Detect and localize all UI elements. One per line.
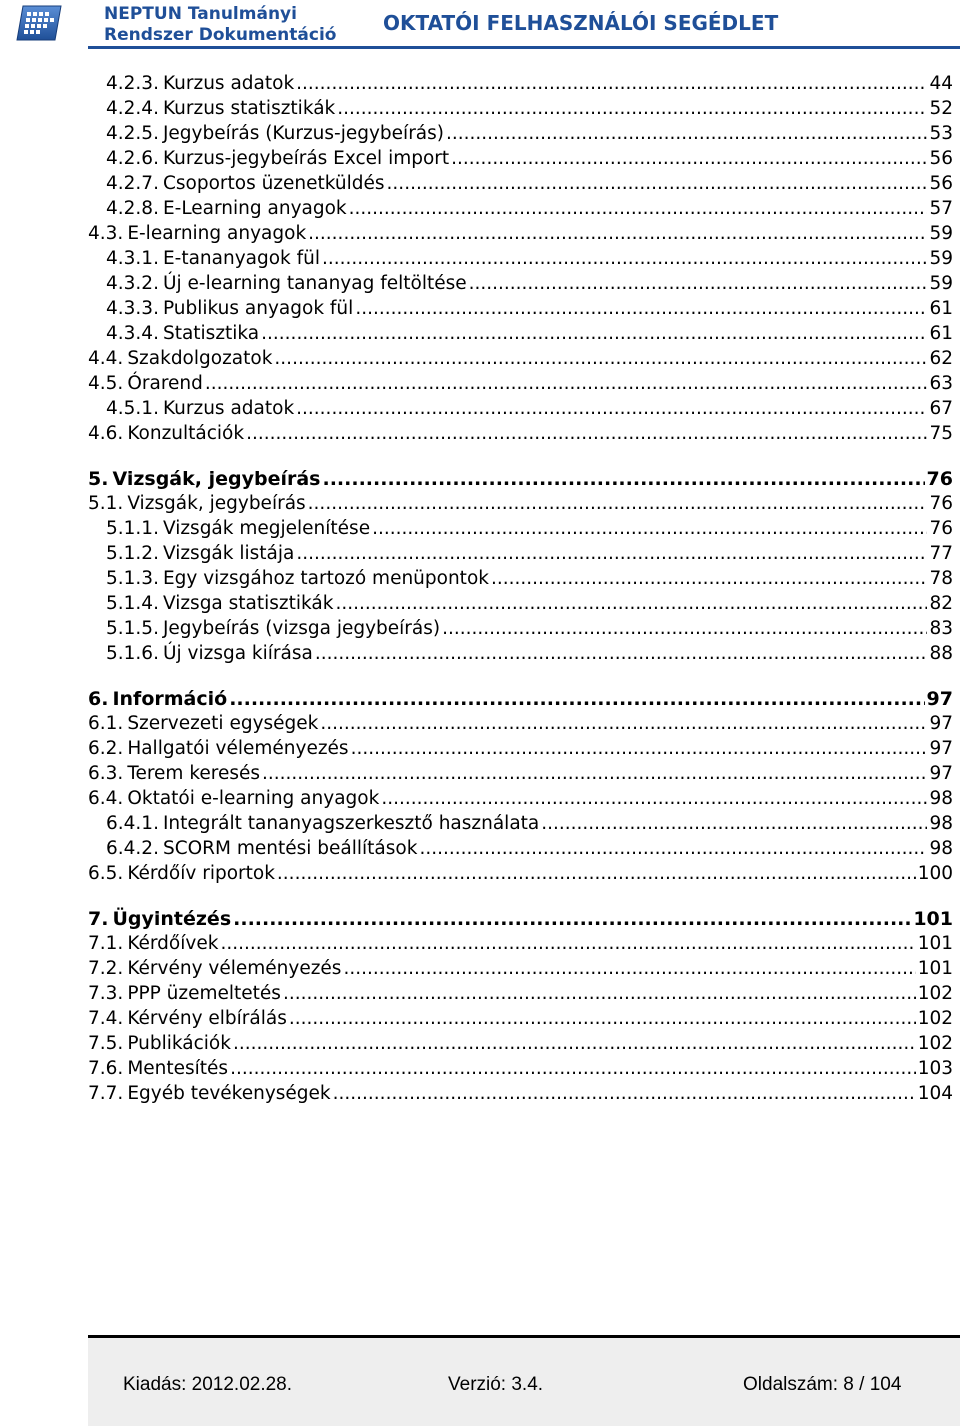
toc-entry-page: 83 [929, 618, 953, 639]
toc-entry[interactable] [106, 542, 953, 566]
toc-entry-number: 6. [88, 688, 109, 710]
document-title: OKTATÓI FELHASZNÁLÓI SEGÉDLET [383, 11, 779, 35]
toc-entry-number: 4.2.5. [106, 123, 159, 144]
toc-entry-number: 4.2.7. [106, 173, 159, 194]
toc-entry-number: 4.5.1. [106, 398, 159, 419]
toc-entry-number: 4.2.3. [106, 73, 159, 94]
toc-entry-page: 77 [929, 543, 953, 564]
toc-entry-number: 5.1.1. [106, 518, 159, 539]
toc-entry-number: 7.2. [88, 958, 124, 979]
toc-dot-leader [229, 687, 924, 711]
toc-entry-page: 97 [926, 688, 953, 710]
toc-entry-number: 4.3.1. [106, 248, 159, 269]
toc-dot-leader [220, 932, 915, 956]
toc-entry[interactable] [106, 72, 953, 96]
toc-entry-page: 98 [929, 813, 953, 834]
toc-entry-label: Új e-learning tananyag feltöltése [162, 273, 467, 294]
toc-entry-page: 56 [929, 173, 953, 194]
toc-entry-label: Egyéb tevékenységek [127, 1083, 331, 1104]
page-header [0, 0, 960, 48]
toc-entry[interactable] [106, 837, 953, 861]
toc-entry-number: 4.2.8. [106, 198, 159, 219]
toc-dot-leader [230, 1057, 916, 1081]
toc-entry-number: 7. [88, 908, 109, 930]
toc-entry[interactable] [106, 122, 953, 146]
toc-dot-leader [261, 322, 927, 346]
toc-entry-label: Kurzus statisztikák [162, 98, 336, 119]
toc-entry-number: 5.1.4. [106, 593, 159, 614]
toc-entry-label: Ügyintézés [112, 908, 232, 930]
toc-entry[interactable] [88, 1032, 953, 1056]
toc-entry-page: 53 [929, 123, 953, 144]
header-divider [88, 46, 960, 49]
toc-dot-leader [308, 492, 928, 516]
toc-entry-number: 5.1.6. [106, 643, 159, 664]
toc-dot-leader [351, 737, 928, 761]
toc-entry-label: Kérdőívek [127, 933, 219, 954]
toc-entry-page: 103 [917, 1058, 953, 1079]
toc-entry-label: Vizsgák megjelenítése [162, 518, 371, 539]
toc-entry-number: 7.1. [88, 933, 124, 954]
toc-entry[interactable] [88, 862, 953, 886]
toc-entry-number: 6.4.2. [106, 838, 159, 859]
toc-entry[interactable] [88, 787, 953, 811]
toc-entry-page: 52 [929, 98, 953, 119]
toc-entry-label: Jegybeírás (Kurzus-jegybeírás) [162, 123, 444, 144]
toc-entry-label: Vizsgák, jegybeírás [112, 468, 321, 490]
footer-version: Verzió: 3.4. [448, 1374, 544, 1395]
toc-entry[interactable] [88, 347, 953, 371]
toc-entry-label: Publikációk [127, 1033, 231, 1054]
toc-entry[interactable] [88, 492, 953, 516]
toc-dot-leader [289, 1007, 916, 1031]
toc-dot-leader [277, 862, 916, 886]
toc-entry-number: 4.3.4. [106, 323, 159, 344]
footer-issue-date: Kiadás: 2012.02.28. [123, 1374, 293, 1395]
toc-entry-label: Hallgatói véleményezés [127, 738, 349, 759]
toc-dot-leader [541, 812, 927, 836]
toc-entry[interactable] [88, 372, 953, 396]
toc-entry[interactable] [106, 322, 953, 346]
toc-entry-label: Egy vizsgához tartozó menüpontok [162, 568, 489, 589]
toc-entry-page: 76 [929, 493, 953, 514]
toc-entry-number: 6.1. [88, 713, 124, 734]
toc-entry-label: Vizsga statisztikák [162, 593, 334, 614]
toc-dot-leader [337, 97, 927, 121]
toc-entry[interactable] [88, 467, 953, 491]
toc-entry-page: 63 [929, 373, 953, 394]
toc-entry-label: Információ [112, 688, 228, 710]
toc-entry-label: Vizsgák listája [162, 543, 295, 564]
toc-entry-label: Új vizsga kiírása [162, 643, 313, 664]
toc-entry-label: E-learning anyagok [127, 223, 307, 244]
toc-entry-page: 102 [917, 983, 953, 1004]
toc-dot-leader [451, 147, 927, 171]
toc-entry-label: Szakdolgozatok [127, 348, 273, 369]
toc-entry-label: E-Learning anyagok [162, 198, 347, 219]
toc-entry-number: 5.1.5. [106, 618, 159, 639]
toc-dot-leader [205, 372, 928, 396]
toc-entry-label: Integrált tananyagszerkesztő használata [162, 813, 540, 834]
toc-entry[interactable] [106, 567, 953, 591]
toc-entry-number: 5.1. [88, 493, 124, 514]
toc-entry[interactable] [88, 222, 953, 246]
toc-dot-leader [446, 122, 927, 146]
toc-entry-page: 98 [929, 838, 953, 859]
toc-entry[interactable] [88, 762, 953, 786]
toc-entry-number: 6.2. [88, 738, 124, 759]
toc-entry-page: 97 [929, 763, 953, 784]
toc-entry-label: Konzultációk [127, 423, 245, 444]
toc-entry-page: 62 [929, 348, 953, 369]
toc-entry-page: 57 [929, 198, 953, 219]
toc-entry-label: Oktatói e-learning anyagok [127, 788, 380, 809]
toc-dot-leader [262, 762, 927, 786]
toc-entry[interactable] [88, 907, 953, 931]
toc-dot-leader [333, 1082, 916, 1106]
toc-dot-leader [343, 957, 915, 981]
toc-entry-label: E-tananyagok fül [162, 248, 321, 269]
toc-entry-page: 101 [917, 958, 953, 979]
toc-dot-leader [469, 272, 928, 296]
toc-entry[interactable] [88, 1057, 953, 1081]
toc-dot-leader [322, 467, 924, 491]
toc-entry-label: Csoportos üzenetküldés [162, 173, 385, 194]
toc-entry[interactable] [88, 957, 953, 981]
toc-entry-page: 59 [929, 273, 953, 294]
brand-line-1: NEPTUN Tanulmányi [104, 4, 297, 24]
toc-entry[interactable] [106, 172, 953, 196]
toc-entry-page: 76 [929, 518, 953, 539]
toc-entry[interactable] [88, 712, 953, 736]
toc-entry-number: 5. [88, 468, 109, 490]
toc-entry[interactable] [106, 592, 953, 616]
toc-entry-page: 59 [929, 223, 953, 244]
toc-dot-leader [320, 712, 927, 736]
toc-entry-label: Statisztika [162, 323, 260, 344]
toc-entry[interactable] [88, 1082, 953, 1106]
toc-entry-page: 61 [929, 298, 953, 319]
toc-entry-page: 101 [913, 908, 953, 930]
toc-entry[interactable] [106, 147, 953, 171]
toc-entry-page: 76 [926, 468, 953, 490]
toc-dot-leader [233, 907, 911, 931]
toc-entry-page: 102 [917, 1033, 953, 1054]
toc-entry-page: 100 [917, 863, 953, 884]
toc-entry[interactable] [106, 272, 953, 296]
toc-entry-number: 4.3.3. [106, 298, 159, 319]
toc-entry-number: 4.4. [88, 348, 124, 369]
toc-entry-page: 104 [917, 1083, 953, 1104]
toc-entry-page: 82 [929, 593, 953, 614]
toc-entry-page: 78 [929, 568, 953, 589]
toc-entry-label: Kurzus adatok [162, 73, 295, 94]
toc-entry[interactable] [106, 642, 953, 666]
toc-entry-page: 97 [929, 713, 953, 734]
toc-entry[interactable] [106, 97, 953, 121]
toc-entry[interactable] [88, 1007, 953, 1031]
toc-entry-label: Órarend [127, 373, 203, 394]
toc-dot-leader [233, 1032, 916, 1056]
toc-entry[interactable] [106, 517, 953, 541]
toc-entry-page: 98 [929, 788, 953, 809]
toc-entry-page: 59 [929, 248, 953, 269]
toc-entry-page: 44 [929, 73, 953, 94]
toc-entry-label: Kérvény véleményezés [127, 958, 342, 979]
toc-dot-leader [296, 542, 927, 566]
toc-dot-leader [315, 642, 928, 666]
toc-entry-page: 88 [929, 643, 953, 664]
toc-entry-label: Jegybeírás (vizsga jegybeírás) [162, 618, 441, 639]
toc-entry-number: 6.4.1. [106, 813, 159, 834]
toc-entry[interactable] [106, 197, 953, 221]
toc-entry-label: SCORM mentési beállítások [162, 838, 418, 859]
toc-entry[interactable] [106, 247, 953, 271]
toc-entry-page: 101 [917, 933, 953, 954]
toc-dot-leader [274, 347, 927, 371]
toc-entry-label: Publikus anyagok fül [162, 298, 354, 319]
toc-dot-leader [387, 172, 928, 196]
toc-dot-leader [349, 197, 928, 221]
toc-dot-leader [335, 592, 927, 616]
toc-entry-page: 75 [929, 423, 953, 444]
toc-dot-leader [442, 617, 927, 641]
toc-entry-label: Terem keresés [127, 763, 261, 784]
toc-entry-number: 6.4. [88, 788, 124, 809]
footer-page-number: Oldalszám: 8 / 104 [743, 1374, 902, 1395]
toc-entry[interactable] [88, 687, 953, 711]
toc-entry-label: Kurzus-jegybeírás Excel import [162, 148, 450, 169]
toc-entry[interactable] [106, 297, 953, 321]
toc-entry-number: 4.2.4. [106, 98, 159, 119]
toc-entry-number: 5.1.3. [106, 568, 159, 589]
toc-entry-label: Kérdőív riportok [127, 863, 275, 884]
toc-entry[interactable] [106, 397, 953, 421]
toc-entry-number: 4.5. [88, 373, 124, 394]
toc-dot-leader [308, 222, 927, 246]
toc-entry-number: 7.7. [88, 1083, 124, 1104]
brand-line-2: Rendszer Dokumentáció [104, 25, 337, 45]
toc-entry[interactable] [106, 617, 953, 641]
toc-entry-number: 4.3. [88, 223, 124, 244]
toc-entry-label: Szervezeti egységek [127, 713, 319, 734]
toc-dot-leader [372, 517, 927, 541]
toc-entry[interactable] [88, 932, 953, 956]
toc-entry-label: Kérvény elbírálás [127, 1008, 287, 1029]
toc-entry-page: 56 [929, 148, 953, 169]
toc-dot-leader [355, 297, 927, 321]
toc-entry-number: 7.4. [88, 1008, 124, 1029]
brand-title [104, 4, 336, 46]
toc-entry-page: 61 [929, 323, 953, 344]
toc-entry[interactable] [88, 737, 953, 761]
toc-dot-leader [491, 567, 927, 591]
toc-entry-number: 4.2.6. [106, 148, 159, 169]
toc-dot-leader [419, 837, 927, 861]
toc-entry-page: 67 [929, 398, 953, 419]
toc-dot-leader [381, 787, 927, 811]
toc-entry-number: 7.5. [88, 1033, 124, 1054]
toc-entry-number: 6.5. [88, 863, 124, 884]
toc-dot-leader [296, 72, 927, 96]
toc-entry-label: PPP üzemeltetés [127, 983, 281, 1004]
toc-entry[interactable] [88, 422, 953, 446]
toc-entry-page: 102 [917, 1008, 953, 1029]
toc-entry-label: Kurzus adatok [162, 398, 295, 419]
toc-entry-number: 7.3. [88, 983, 124, 1004]
toc-entry-number: 4.3.2. [106, 273, 159, 294]
toc-entry-number: 4.6. [88, 423, 124, 444]
toc-dot-leader [283, 982, 916, 1006]
neptun-logo-icon [15, 2, 63, 42]
toc-entry-number: 5.1.2. [106, 543, 159, 564]
toc-entry[interactable] [88, 982, 953, 1006]
toc-dot-leader [322, 247, 927, 271]
toc-entry-label: Mentesítés [127, 1058, 229, 1079]
toc-entry[interactable] [106, 812, 953, 836]
toc-entry-number: 6.3. [88, 763, 124, 784]
toc-dot-leader [296, 397, 927, 421]
toc-dot-leader [246, 422, 927, 446]
toc-entry-label: Vizsgák, jegybeírás [127, 493, 306, 514]
toc-entry-page: 97 [929, 738, 953, 759]
toc-entry-number: 7.6. [88, 1058, 124, 1079]
